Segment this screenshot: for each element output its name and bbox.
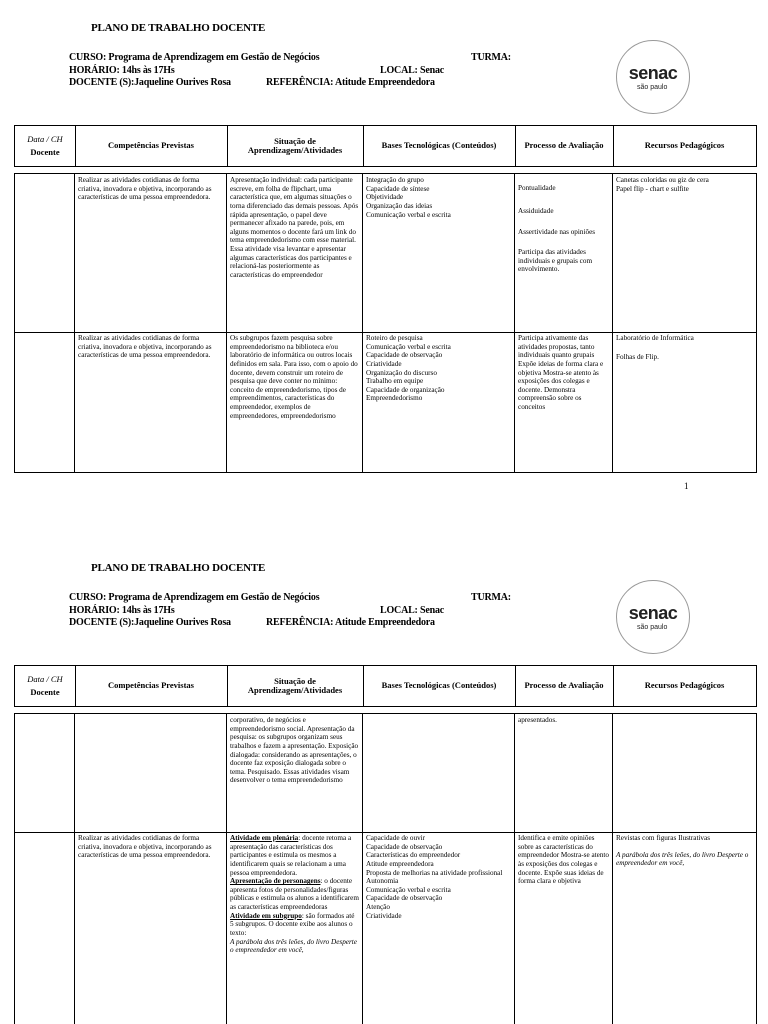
header-data-ch: Data / CH Docente	[15, 126, 76, 166]
cell-processo: Participa ativamente das atividades propostas, tanto individuais quanto grupais Expõe ideias de forma clara e objetiva Mostra-se atento às exposições dos colegas e docente. Demonstra compreensão sobre os conceitos	[515, 332, 613, 472]
cell-processo: Identifica e emite opiniões sobre as características do empreendedor Mostra-se atento às exposições dos colegas e docente. Expõe suas ideias de forma clara e objetiva	[515, 832, 613, 1024]
header-competencias: Competências Previstas	[75, 666, 228, 706]
activity-label: Apresentação de personagens	[230, 877, 321, 886]
cell-competencias	[75, 714, 227, 832]
header-data-ch: Data / CH Docente	[15, 666, 76, 706]
cell-bases: Capacidade de ouvir Capacidade de observação Características do empreendedor Atitude empreendedora Proposta de melhorias na atividade profissional Autonomia Comunicação verbal e escrita Capacidade de observação Atenção Criatividade	[363, 832, 515, 1024]
table-row	[15, 832, 756, 1024]
header-bases: Bases Tecnológicas (Conteúdos)	[363, 126, 516, 166]
header-processo: Processo de Avaliação	[515, 666, 614, 706]
local-line: LOCAL: Senac	[380, 65, 444, 76]
cell-bases: Roteiro de pesquisa Comunicação verbal e escrita Capacidade de observação Criatividade Organização do discurso Trabalho em equipe Capacidade de organização Empreendedorismo	[363, 332, 515, 472]
header-bases: Bases Tecnológicas (Conteúdos)	[363, 666, 516, 706]
table-row	[15, 714, 756, 833]
header-competencias: Competências Previstas	[75, 126, 228, 166]
turma-label: TURMA:	[471, 52, 511, 63]
curso-line: CURSO: Programa de Aprendizagem em Gestão de Negócios	[69, 592, 320, 603]
logo-subtext: são paulo	[637, 624, 668, 631]
logo-subtext: são paulo	[637, 84, 668, 91]
document-title: PLANO DE TRABALHO DOCENTE	[91, 562, 266, 574]
table-body	[14, 713, 757, 1024]
cell-data-ch	[15, 174, 75, 332]
cell-data-ch	[15, 332, 75, 472]
turma-label: TURMA:	[471, 592, 511, 603]
cell-data-ch	[15, 832, 75, 1024]
header-processo: Processo de Avaliação	[515, 126, 614, 166]
table-body	[14, 173, 757, 473]
document-page-2	[0, 540, 768, 1024]
activity-label: Atividade em subgrupo	[230, 911, 302, 920]
cell-competencias: Realizar as atividades cotidianas de forma criativa, inovadora e objetiva, incorporando as características de uma pessoa empreendedora.	[75, 174, 227, 332]
header-recursos: Recursos Pedagógicos	[644, 140, 725, 151]
cell-situacao: Atividade em plenária: docente retoma a apresentação das características dos participantes e estimula os mesmos a identificarem quais se relacionam a uma pessoa empreendedora. Apresentação de personagens: o docente apresenta fotos de personalidades/figuras públicas e estimula os alunos a identificarem as características empreendedoras Atividade em subgrupo: são formados até 5 subgrupos. O docente exibe aos alunos o texto: A parábola dos três leões, do livro Desperte o empreendedor em você,	[227, 832, 363, 1024]
header-situacao: Situação de Aprendizagem/Atividades	[227, 666, 364, 706]
cell-data-ch	[15, 714, 75, 832]
cell-recursos	[613, 714, 756, 832]
cell-recursos: Laboratório de Informática Folhas de Flip.	[616, 334, 694, 361]
senac-logo	[616, 580, 690, 654]
cell-processo: apresentados.	[515, 714, 613, 832]
docente-line: DOCENTE (S):Jaqueline Ourives Rosa	[69, 617, 231, 628]
cell-processo: Pontualidade Assiduidade Assertividade nas opiniões Participa das atividades individuais e grupais com envolvimento.	[515, 174, 613, 332]
table-row	[15, 332, 756, 472]
cell-situacao: corporativo, de negócios e empreendedorismo social. Apresentação da pesquisa: os subgrupos organizam seus trabalhos e fazem a apresentação. Exposição dialogada: considerando as apresentações, o docente faz exposição dialogada sobre o tema. Pesquisado. Essas atividades visam desenvolver o tema empreendedorismo	[227, 714, 363, 832]
logo-text: senac	[628, 603, 678, 623]
senac-logo	[616, 40, 690, 114]
document-title: PLANO DE TRABALHO DOCENTE	[91, 22, 266, 34]
table-header	[14, 125, 757, 167]
activity-label: Atividade em plenária	[230, 834, 299, 842]
cell-situacao: Apresentação individual: cada participante escreve, em folha de flipchart, uma característica que, em algumas situações o torna diferenciado das demais pessoas. Após rápida apresentação, o papel deve permanecer afixado na parede, pois, em alguns momentos o docente fará um link do tema empreendedorismo com esse material. Essa atividade visa levantar e apresentar algumas características dos participantes e relacioná-las posteriormente as características do empreendedor	[227, 174, 363, 332]
cell-competencias: Realizar as atividades cotidianas de forma criativa, inovadora e objetiva, incorporando as características de uma pessoa empreendedora.	[75, 832, 227, 1024]
cell-bases	[363, 714, 515, 832]
referencia-line: REFERÊNCIA: Atitude Empreendedora	[266, 617, 435, 628]
cell-competencias: Realizar as atividades cotidianas de forma criativa, inovadora e objetiva, incorporando as características de uma pessoa empreendedora.	[75, 332, 227, 472]
cell-recursos: Canetas coloridas ou giz de cera Papel flip - chart e sulfite	[616, 176, 709, 193]
page-number: 1	[684, 481, 689, 491]
header-recursos: Recursos Pedagógicos	[644, 680, 725, 691]
header-situacao: Situação de Aprendizagem/Atividades	[227, 126, 364, 166]
local-line: LOCAL: Senac	[380, 605, 444, 616]
curso-line: CURSO: Programa de Aprendizagem em Gestão de Negócios	[69, 52, 320, 63]
cell-recursos: Revistas com figuras Ilustrativas A parábola dos três leões, do livro Desperte o empreendedor em você,	[616, 834, 749, 868]
cell-bases: Integração do grupo Capacidade de síntese Objetividade Organização das ideias Comunicação verbal e escrita	[363, 174, 515, 332]
referencia-line: REFERÊNCIA: Atitude Empreendedora	[266, 77, 435, 88]
table-row	[15, 174, 756, 333]
table-header	[14, 665, 757, 707]
docente-line: DOCENTE (S):Jaqueline Ourives Rosa	[69, 77, 231, 88]
logo-text: senac	[628, 63, 678, 83]
horario-line: HORÁRIO: 14hs às 17Hs	[69, 605, 175, 616]
cell-situacao: Os subgrupos fazem pesquisa sobre empreendedorismo na biblioteca e/ou laboratório de informática ou outros locais definidos em sala. Para isso, com o apoio do docente, devem construir um roteiro de pesquisa que deve conter no mínimo: conceito de empreendedorismo, tipos de empreendimentos, características do empreendedor, exemplos de empreendedores, empreendedorismo	[227, 332, 363, 472]
horario-line: HORÁRIO: 14hs às 17Hs	[69, 65, 175, 76]
